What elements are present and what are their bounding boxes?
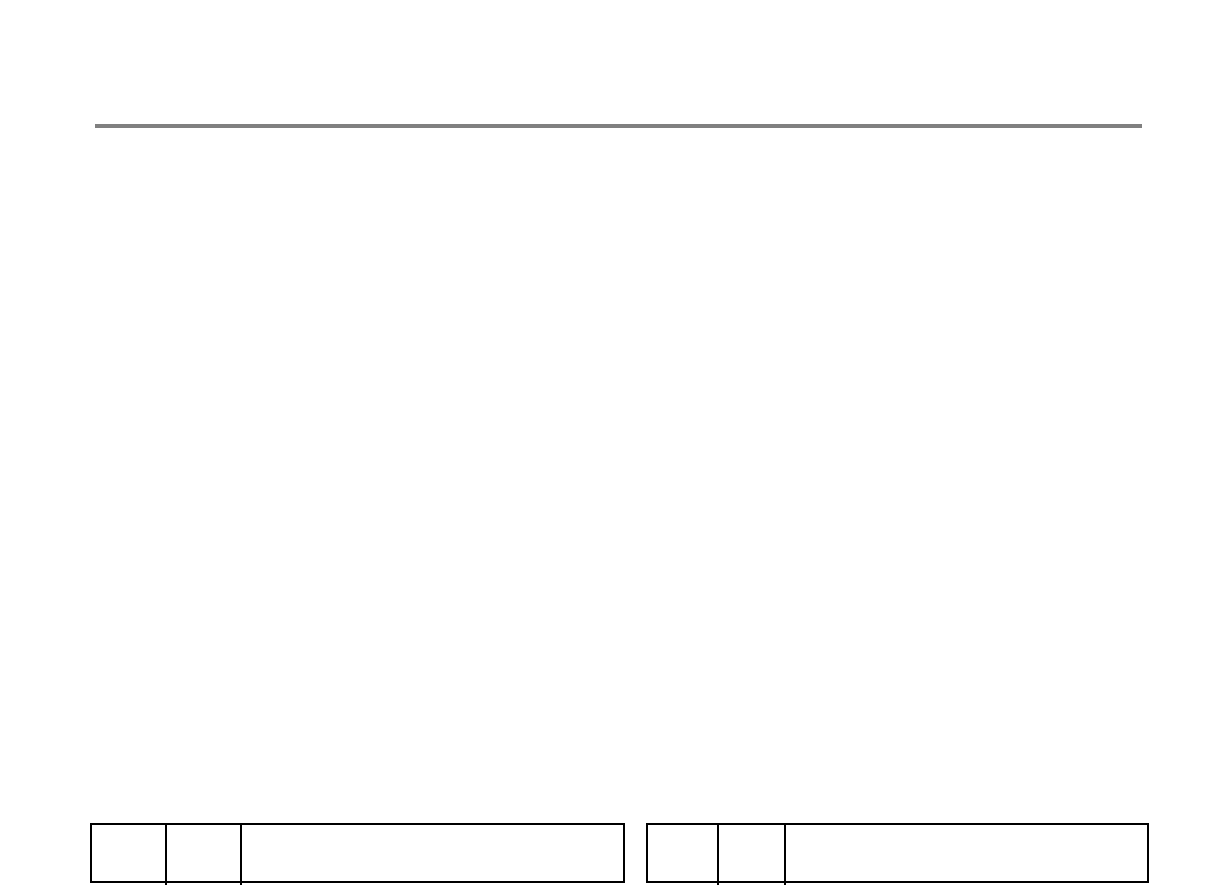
answer-table-left	[90, 823, 625, 883]
answer-table-right	[646, 823, 1149, 883]
table-divider	[784, 825, 786, 885]
table-divider	[240, 825, 242, 885]
table-divider	[717, 825, 719, 885]
table-divider	[165, 825, 167, 885]
header-rule	[95, 124, 1142, 128]
